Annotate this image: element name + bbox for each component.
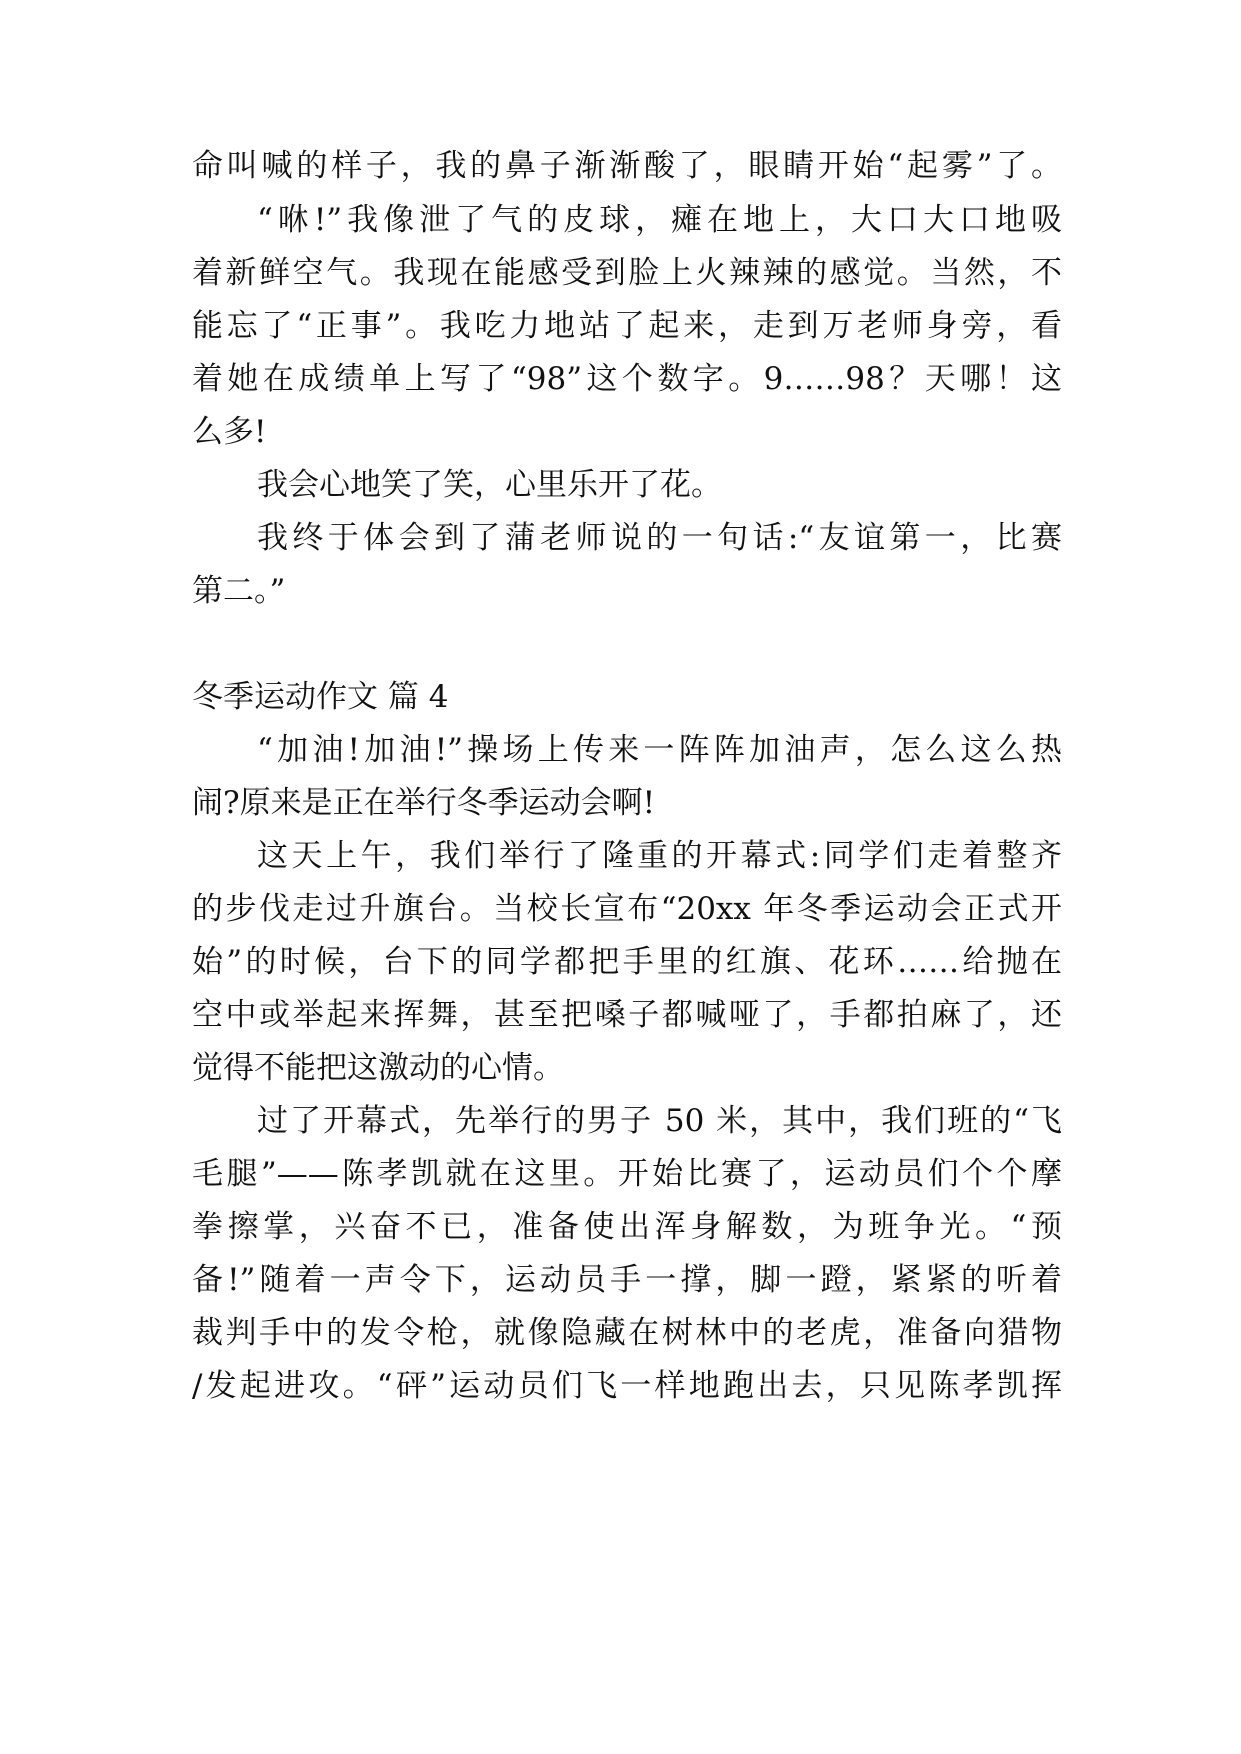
text-line: 这天上午，我们举行了隆重的开幕式:同学们走着整齐	[257, 838, 1062, 874]
text-line: 闹?原来是正在举行冬季运动会啊!	[192, 785, 656, 821]
text-line: “加油!加油!”操场上传来一阵阵加油声，怎么这么热	[257, 732, 1062, 768]
text-line: 裁判手中的发令枪，就像隐藏在树林中的老虎，准备向猎物	[192, 1315, 1062, 1351]
text-line: 第二。”	[192, 573, 286, 609]
text-line: 么多!	[192, 414, 267, 450]
text-line: 命叫喊的样子，我的鼻子渐渐酸了，眼睛开始“起雾”了。	[192, 148, 1062, 184]
text-line: 拳擦掌，兴奋不已，准备使出浑身解数，为班争光。“预	[192, 1209, 1062, 1245]
text-line: 空中或举起来挥舞，甚至把嗓子都喊哑了，手都拍麻了，还	[192, 997, 1062, 1033]
text-line: /发起进攻。“砰”运动员们飞一样地跑出去，只见陈孝凯挥	[192, 1368, 1062, 1404]
text-line: 能忘了“正事”。我吃力地站了起来，走到万老师身旁，看	[192, 308, 1062, 344]
section-heading: 冬季运动作文 篇 4	[192, 679, 449, 715]
text-line: 始”的时候，台下的同学都把手里的红旗、花环……给抛在	[192, 944, 1062, 980]
text-line: 我会心地笑了笑，心里乐开了花。	[257, 467, 722, 503]
text-line: 备!”随着一声令下，运动员手一撑，脚一蹬，紧紧的听着	[192, 1262, 1062, 1298]
text-line: 我终于体会到了蒲老师说的一句话:“友谊第一，比赛	[257, 520, 1062, 556]
text-line: “咻!”我像泄了气的皮球，瘫在地上，大口大口地吸	[257, 202, 1062, 238]
text-line: 着她在成绩单上写了“98”这个数字。9……98？天哪！这	[192, 361, 1062, 397]
text-line: 着新鲜空气。我现在能感受到脸上火辣辣的感觉。当然，不	[192, 255, 1062, 291]
text-line: 觉得不能把这激动的心情。	[192, 1050, 564, 1086]
text-line: 的步伐走过升旗台。当校长宣布“20xx 年冬季运动会正式开	[192, 891, 1062, 927]
text-line: 毛腿”——陈孝凯就在这里。开始比赛了，运动员们个个摩	[192, 1156, 1062, 1192]
text-line: 过了开幕式，先举行的男子 50 米，其中，我们班的“飞	[257, 1103, 1062, 1139]
